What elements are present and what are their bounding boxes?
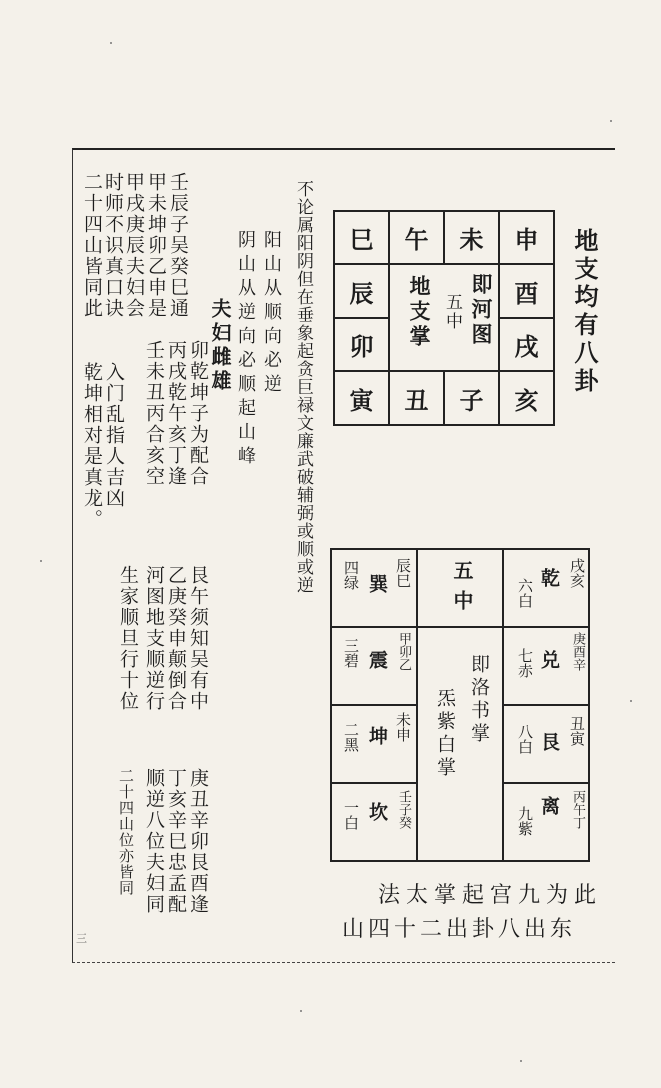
palace-qian-top: 戌亥 [568,558,586,588]
left-col-6: 乾坤相对是真龙。 [81,362,103,530]
left-col-2: 甲未坤卯乙申是 [145,172,167,319]
left-col-10: 卯乾坤子为配合 [187,340,209,487]
branch-cell-chen: 辰 [334,264,389,318]
note-line-1: 不论属阳阴但在垂象起贪巨禄文廉武破辅弼或顺或逆 [293,180,313,594]
branch-grid-center [389,264,499,371]
palace-gen-num: 八白 [516,724,534,754]
palace-center-label-2: 炁紫白掌 [434,688,456,780]
left-col-18: 二十四山位亦皆同 [117,768,135,896]
palace-grid [330,548,590,862]
left-col-8: 壬未丑丙合亥空 [143,340,165,487]
branch-cell-wei: 未 [444,211,499,264]
palace-dui-gua: 兑 [538,650,560,669]
palace-cell-xun [331,549,417,627]
center-label-mid: 五中 [442,293,462,331]
palace-xun-top: 辰巳 [394,558,412,588]
left-col-11: 艮午须知吴有中 [187,565,209,712]
palace-dui-num: 七赤 [516,648,534,678]
speck [610,120,612,122]
palace-cell-center-top [417,549,503,627]
palace-cell-zhen [331,627,417,705]
left-col-15: 庚丑辛卯艮酉逢 [187,768,209,915]
palace-kan-num: 一白 [342,800,360,830]
left-col-5: 二十四山皆同此 [81,172,103,319]
branch-grid [333,210,555,426]
center-label-left: 地支掌 [407,275,432,350]
branch-cell-wu: 午 [389,211,444,264]
palace-li-num: 九紫 [516,806,534,836]
branch-cell-hai: 亥 [499,371,554,425]
left-col-13: 河图地支顺逆行 [143,565,165,712]
palace-gen-top: 丑寅 [568,716,586,746]
palace-zhen-top: 甲卯乙 [396,632,411,671]
margin-mark: 三 [76,932,87,945]
palace-xun-num: 四绿 [342,560,360,590]
header-title: 地支均有八卦 [570,228,599,396]
speck [520,1060,522,1062]
palace-kun-gua: 坤 [366,726,388,745]
footer-line-1: 此为九宫起掌太法 [378,883,603,908]
branch-cell-shen: 申 [499,211,554,264]
palace-cell-kun [331,705,417,783]
left-col-3: 甲戌庚辰夫妇会 [123,172,145,319]
palace-zhen-num: 三碧 [342,638,360,668]
center-label-right: 即河图 [469,273,494,348]
palace-gen-gua: 艮 [538,732,560,751]
palace-li-gua: 离 [538,796,560,815]
palace-cell-center-body [417,627,503,861]
branch-cell-yin: 寅 [334,371,389,425]
note-line-3: 阴山从逆向必顺起山峰 [235,230,256,470]
palace-qian-num: 六白 [516,578,534,608]
palace-cell-li [503,783,589,861]
branch-cell-mao: 卯 [334,318,389,371]
palace-kun-num: 二黑 [342,722,360,752]
palace-kan-top: 壬子癸 [396,790,411,829]
palace-cell-qian [503,549,589,627]
speck [630,700,632,702]
branch-cell-you: 酉 [499,264,554,318]
left-col-12: 乙庚癸申颠倒合 [165,565,187,712]
left-col-7: 入门乱指人吉凶 [103,362,125,509]
palace-qian-gua: 乾 [538,568,560,587]
note-line-4: 夫妇雌雄 [208,298,232,394]
palace-cell-kan [331,783,417,861]
speck [300,1010,302,1012]
footer-line-2: 东出八卦出二十四山 [342,917,577,942]
left-col-17: 顺逆八位夫妇同 [143,768,165,915]
palace-cell-gen [503,705,589,783]
branch-cell-chou: 丑 [389,371,444,425]
palace-center-top: 五中 [450,560,474,620]
palace-dui-top: 庚酉辛 [570,632,585,671]
palace-center-label-1: 即洛书掌 [468,654,490,746]
palace-cell-dui [503,627,589,705]
branch-cell-si: 巳 [334,211,389,264]
palace-kun-top: 未申 [394,712,412,742]
palace-li-top: 丙午丁 [570,790,585,829]
left-col-14: 生家顺旦行十位 [117,565,139,712]
note-line-2: 阳山从顺向必逆 [261,230,282,398]
left-col-9: 丙戌乾午亥丁逢 [165,340,187,487]
speck [40,560,42,562]
left-col-1: 壬辰子吴癸巳通 [167,172,189,319]
palace-zhen-gua: 震 [366,650,388,669]
branch-cell-xu: 戌 [499,318,554,371]
palace-xun-gua: 巽 [366,574,388,593]
palace-kan-gua: 坎 [366,802,388,821]
branch-cell-zi: 子 [444,371,499,425]
left-col-16: 丁亥辛巳忠孟配 [165,768,187,915]
left-col-4: 时师不识真口诀 [102,172,124,319]
speck [110,42,112,44]
